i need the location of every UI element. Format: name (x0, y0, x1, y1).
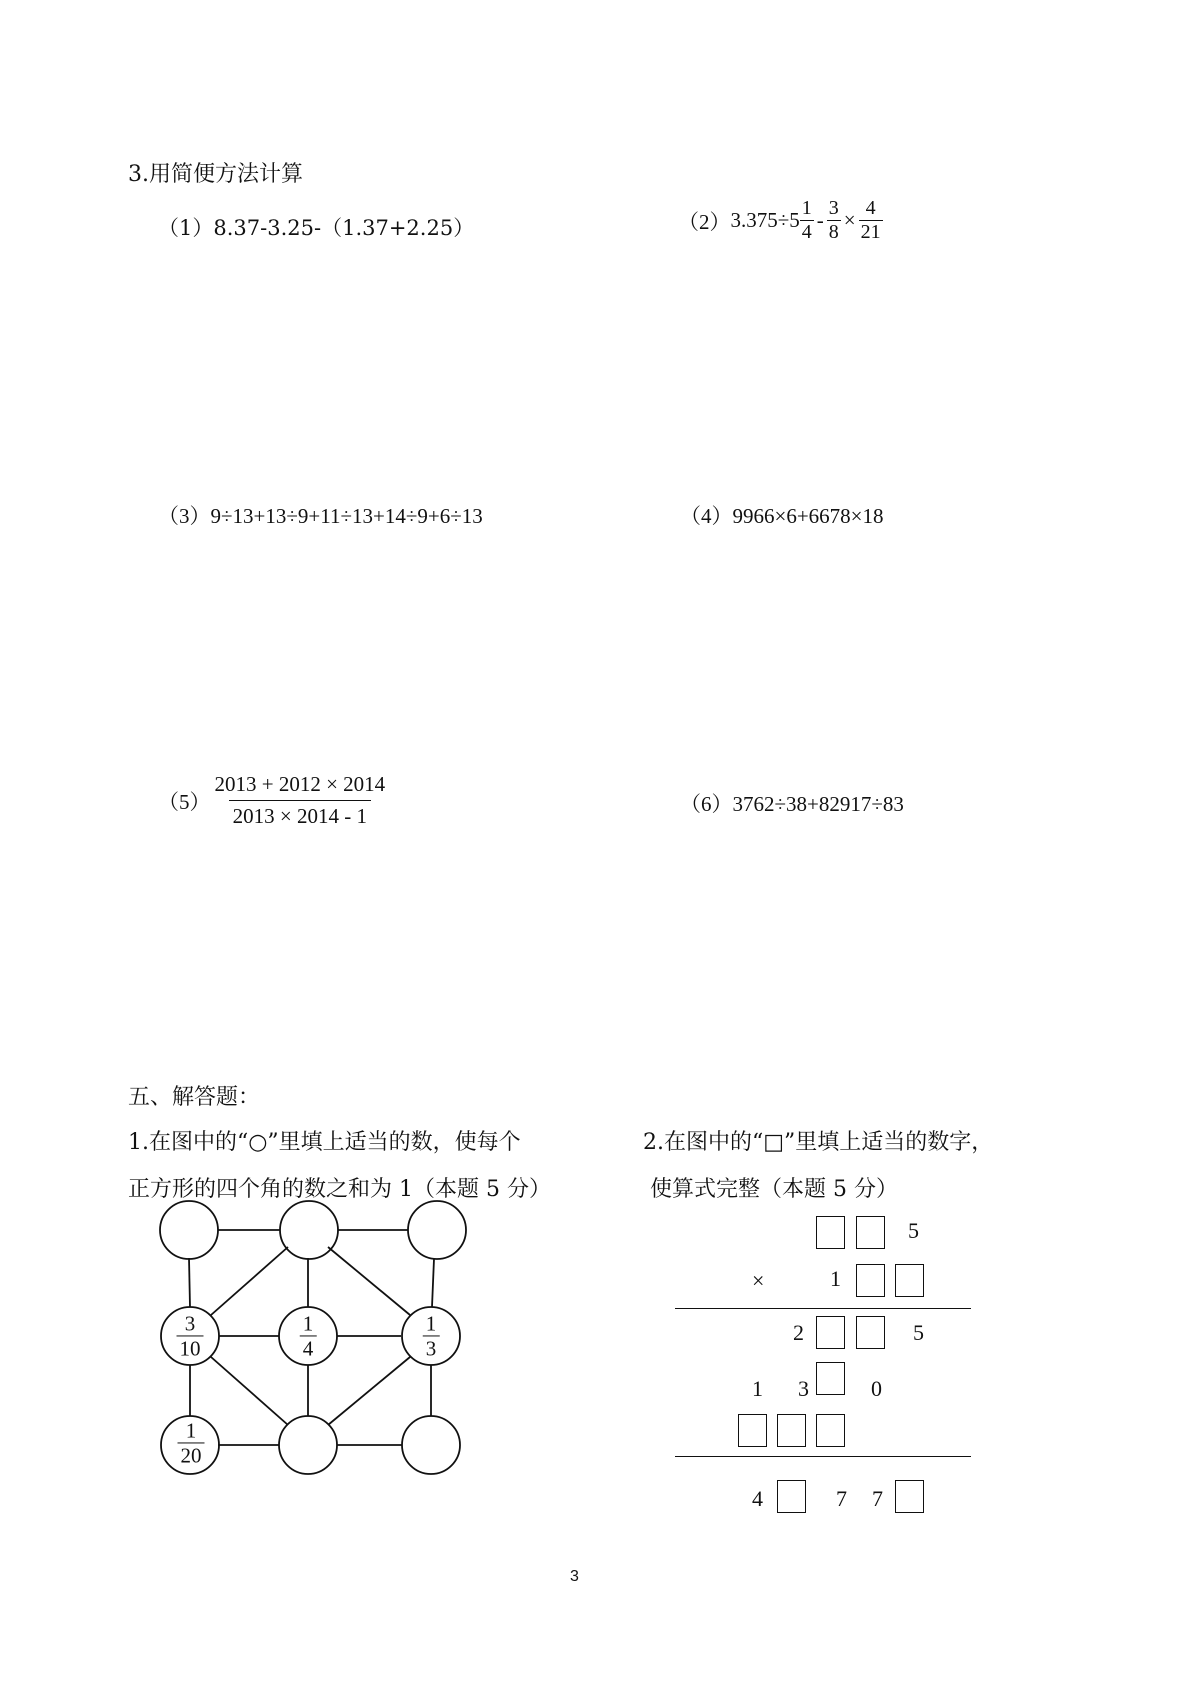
problem-5-numerator: 2013 + 2012 × 2014 (214, 772, 386, 796)
minus-sign: - (816, 208, 824, 232)
problem-2-part-a: 3.375÷5 (730, 208, 800, 232)
fraction-denominator: 20 (178, 1443, 205, 1467)
question-1-line-1: 1.在图中的“○”里填上适当的数，使每个 (128, 1130, 521, 1155)
blank-box[interactable] (895, 1480, 924, 1513)
fraction-numerator: 1 (801, 197, 812, 219)
digit: 3 (798, 1376, 809, 1401)
digit: 5 (908, 1218, 919, 1243)
problem-5-label: （5） (158, 789, 211, 814)
section-title-5: 五、解答题： (128, 1085, 261, 1110)
fraction-denominator: 10 (177, 1336, 204, 1360)
fraction-numerator: 3 (184, 1311, 196, 1336)
digit: 1 (830, 1266, 841, 1291)
times-sign: × (752, 1268, 765, 1293)
blank-box[interactable] (777, 1414, 806, 1447)
node-mid-center-value (300, 1312, 317, 1359)
digit: 1 (752, 1376, 763, 1401)
blank-box[interactable] (816, 1414, 845, 1447)
fraction-numerator: 1 (425, 1311, 437, 1336)
edge (432, 1259, 434, 1307)
node-mid-right-value (423, 1312, 440, 1359)
fraction-numerator: 3 (828, 197, 839, 219)
problem-6-expression: 3762÷38+82917÷83 (732, 792, 904, 816)
question-1-line-2: 正方形的四个角的数之和为 1（本题 5 分） (128, 1177, 551, 1202)
edge (189, 1258, 190, 1307)
blank-box[interactable] (738, 1414, 767, 1447)
node-bottom-center (279, 1416, 337, 1474)
fraction-denominator: 3 (423, 1336, 440, 1360)
edge (211, 1357, 288, 1425)
edge (328, 1247, 410, 1315)
blank-box[interactable] (816, 1316, 845, 1349)
problem-6-label: （6） (680, 792, 733, 816)
node-top-left (160, 1201, 218, 1259)
problem-1-expression: 8.37-3.25-（1.37+2.25） (213, 216, 475, 240)
node-bottom-right (402, 1416, 460, 1474)
node-top-right (408, 1201, 466, 1259)
node-bottom-left-value (178, 1419, 205, 1466)
problem-3-label: （3） (158, 504, 211, 528)
edge (328, 1357, 410, 1425)
problem-3-expression: 9÷13+13÷9+11÷13+14÷9+6÷13 (210, 504, 483, 528)
blank-box[interactable] (816, 1362, 845, 1395)
blank-box[interactable] (856, 1264, 885, 1297)
digit: 0 (871, 1376, 882, 1401)
problem-4-expression: 9966×6+6678×18 (732, 504, 884, 528)
node-mid-left-value (177, 1312, 204, 1359)
problem-5-denominator: 2013 × 2014 - 1 (229, 800, 371, 829)
question-2-line-1: 2.在图中的“□”里填上适当的数字， (643, 1130, 994, 1155)
fraction-denominator: 4 (801, 221, 812, 243)
blank-box[interactable] (816, 1216, 845, 1249)
fraction-denominator: 4 (300, 1336, 317, 1360)
digit: 4 (752, 1486, 763, 1511)
fraction-denominator: 8 (828, 221, 839, 243)
divider-line (675, 1308, 971, 1309)
fraction-denominator: 21 (860, 221, 881, 243)
blank-box[interactable] (777, 1480, 806, 1513)
fraction-numerator: 1 (302, 1311, 314, 1336)
blank-box[interactable] (856, 1316, 885, 1349)
edge (211, 1247, 288, 1315)
problem-1-label: （1） (158, 216, 214, 240)
section-title-3: 3.用简便方法计算 (128, 162, 303, 187)
fraction-numerator: 4 (865, 197, 876, 219)
page-number: 3 (570, 1568, 579, 1585)
digit: 5 (913, 1320, 924, 1345)
question-2-line-2: 使算式完整（本题 5 分） (650, 1177, 898, 1202)
times-sign: × (843, 208, 856, 232)
fraction-numerator: 1 (185, 1418, 197, 1443)
blank-box[interactable] (856, 1216, 885, 1249)
problem-4-label: （4） (680, 504, 733, 528)
blank-box[interactable] (895, 1264, 924, 1297)
digit: 2 (793, 1320, 804, 1345)
node-top-center (280, 1201, 338, 1259)
digit: 7 (836, 1486, 847, 1511)
problem-2-label: （2） (678, 209, 731, 234)
digit: 7 (872, 1486, 883, 1511)
divider-line (675, 1456, 971, 1457)
